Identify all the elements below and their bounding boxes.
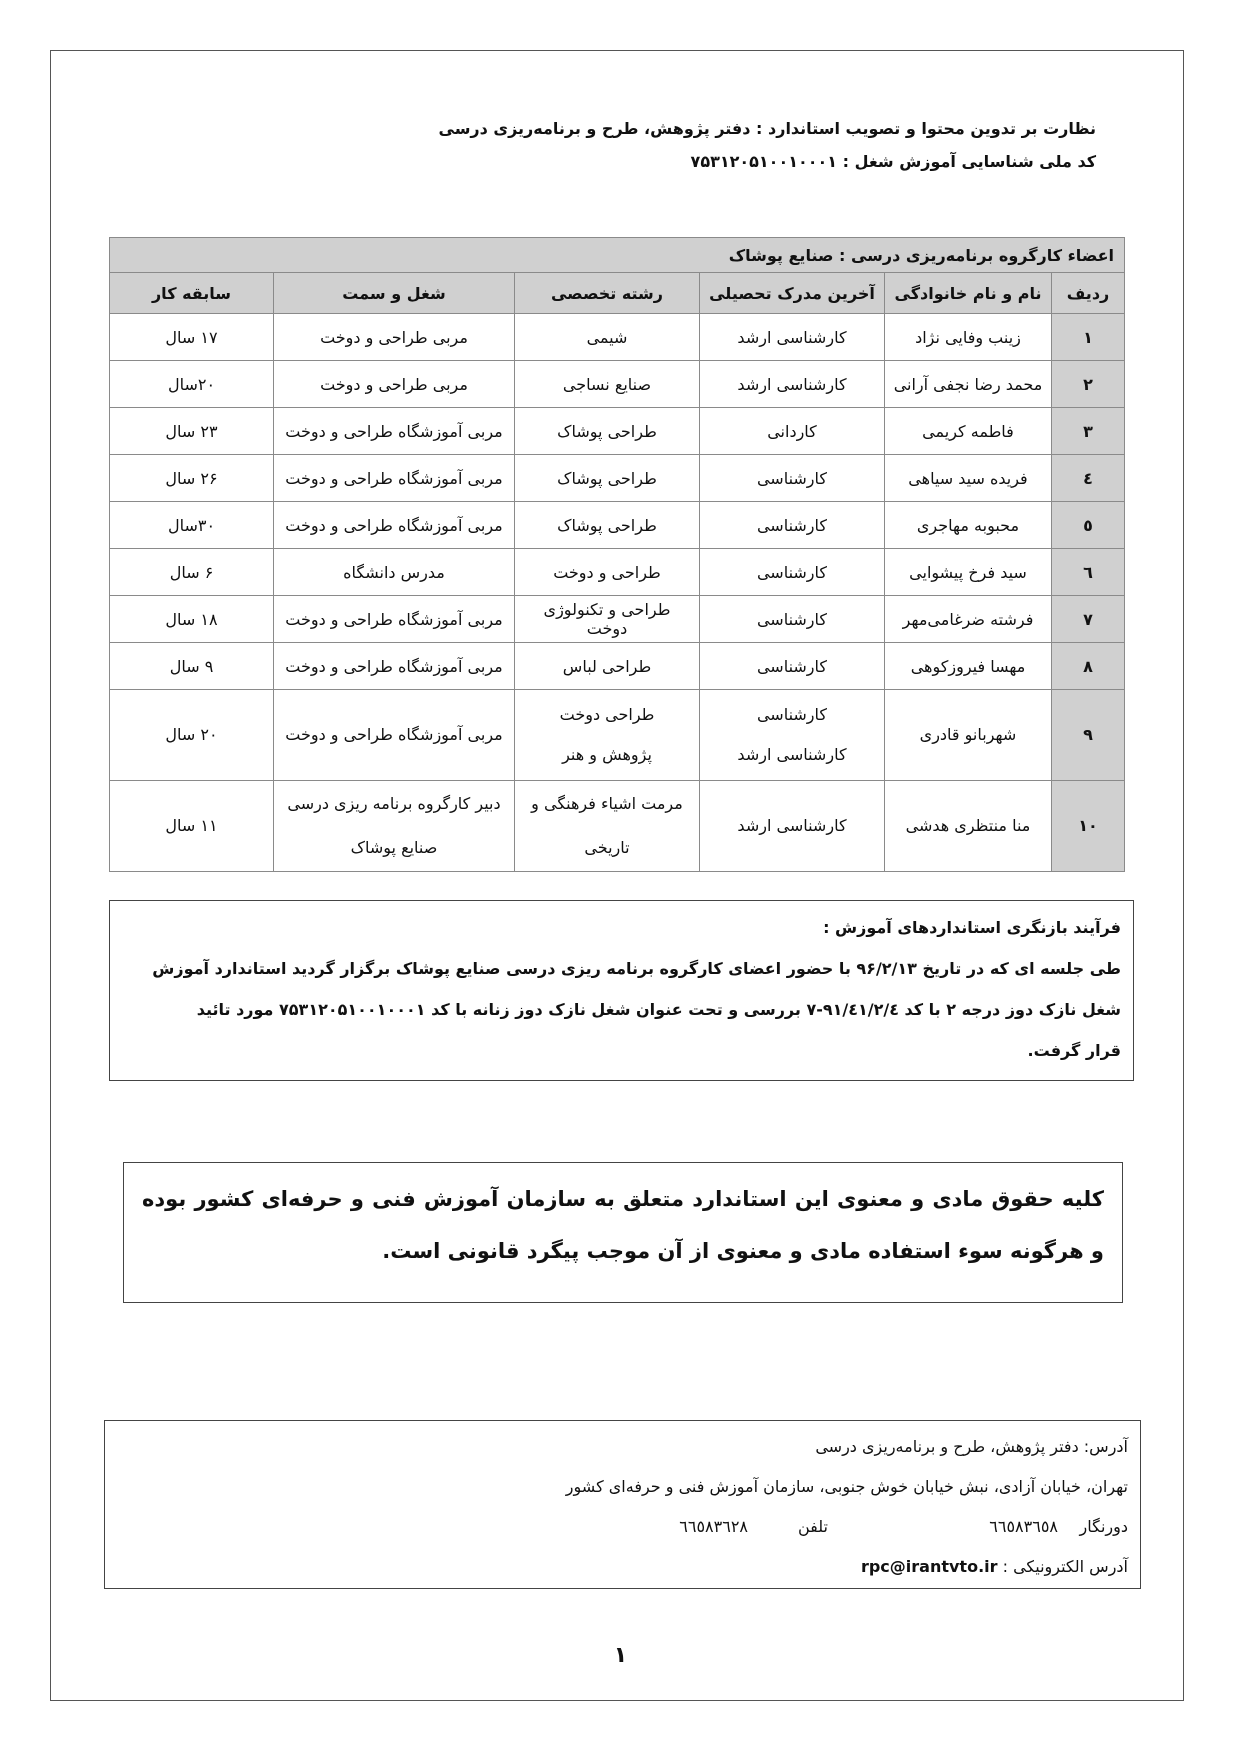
table-row [110,408,1125,455]
degree-line: کارشناسی [756,705,828,724]
member-degree: کارشناسی ارشد [700,361,885,408]
email-line [117,1547,1128,1587]
job-line: صنایع پوشاک [350,838,438,857]
table-row [110,502,1125,549]
member-name: محمد رضا نجفی آرانی [885,361,1052,408]
member-experience: ۹ سال [110,643,274,690]
row-number: ٦ [1052,549,1125,596]
member-field: طراحی پوشاک [515,502,700,549]
member-experience: ۲۳ سال [110,408,274,455]
document-header [439,112,1097,178]
member-job: مربی آموزشگاه طراحی و دوخت [274,502,515,549]
table-row [110,690,1125,781]
col-header-job: شغل و سمت [274,273,515,314]
member-name: فاطمه کریمی [885,408,1052,455]
table-row [110,596,1125,643]
member-degree: کارشناسی ارشد [700,781,885,872]
col-header-degree: آخرین مدرک تحصیلی [700,273,885,314]
member-experience: ۱۷ سال [110,314,274,361]
row-number: ۸ [1052,643,1125,690]
table-row [110,314,1125,361]
row-number: ۳ [1052,408,1125,455]
page-number: ۱ [613,1643,628,1668]
member-job: مربی آموزشگاه طراحی و دوخت [274,408,515,455]
member-job: مدرس دانشگاه [274,549,515,596]
member-experience: ۳۰سال [110,502,274,549]
member-field: طراحی پوشاک [515,455,700,502]
member-field: شیمی [515,314,700,361]
member-field [515,781,700,872]
row-number: ۱ [1052,314,1125,361]
col-header-field: رشته تخصصی [515,273,700,314]
copyright-text: کلیه حقوق مادی و معنوی این استاندارد متعلق به سازمان آموزش فنی و حرفه‌ای کشور بوده و هرگونه سوء استفاده مادی و معنوی از آن موجب پیگرد قانونی است. [142,1187,1104,1263]
member-experience: ۱۱ سال [110,781,274,872]
row-number: ۷ [1052,596,1125,643]
member-name: محبوبه مهاجری [885,502,1052,549]
member-name: مهسا فیروزکوهی [885,643,1052,690]
row-number: ۹ [1052,690,1125,781]
col-header-name: نام و نام خانوادگی [885,273,1052,314]
member-job: مربی آموزشگاه طراحی و دوخت [274,690,515,781]
member-field: طراحی لباس [515,643,700,690]
supervision-line: نظارت بر تدوین محتوا و تصویب استاندارد : دفتر پژوهش، طرح و برنامه‌ریزی درسی [438,119,1096,138]
col-header-experience: سابقه کار [110,273,274,314]
member-job: مربی طراحی و دوخت [274,361,515,408]
field-line: تاریخی [584,838,630,857]
job-line: دبیر کارگروه برنامه ریزی درسی [287,794,501,813]
member-field: طراحی پوشاک [515,408,700,455]
contact-numbers [117,1507,1128,1547]
row-number: ۲ [1052,361,1125,408]
member-name: فریده سید سیاهی [885,455,1052,502]
table-row [110,455,1125,502]
fax-label: دورنگار [1079,1517,1128,1536]
member-job [274,781,515,872]
member-name: منا منتظری هدشی [885,781,1052,872]
review-text-line: قرار گرفت. [1027,1041,1121,1060]
table-title-row [110,238,1125,273]
field-line: پژوهش و هنر [562,745,652,764]
review-title: فرآیند بازنگری استانداردهای آموزش : [823,918,1121,937]
member-job: مربی آموزشگاه طراحی و دوخت [274,455,515,502]
review-text-line: شغل نازک دوز درجه ۲ با کد ۹۱/٤۱/۲/٤-۷ بررسی و تحت عنوان شغل نازک دوز زنانه با کد ۷۵۳۱۲۰۵۱۰۰۱۰۰۰۱ مورد تائید [196,1000,1121,1019]
member-field [515,690,700,781]
field-line: طراحی دوخت [559,705,655,724]
row-number: ٥ [1052,502,1125,549]
member-degree: کارشناسی ارشد [700,314,885,361]
member-job: مربی طراحی و دوخت [274,314,515,361]
row-number: ۱۰ [1052,781,1125,872]
member-degree: کارشناسی [700,549,885,596]
member-name: سید فرخ پیشوایی [885,549,1052,596]
table-row [110,643,1125,690]
row-number: ٤ [1052,455,1125,502]
member-experience: ۲۰سال [110,361,274,408]
member-degree [700,690,885,781]
table-row [110,781,1125,872]
member-experience: ۲۶ سال [110,455,274,502]
member-experience: ۲۰ سال [110,690,274,781]
phone-label: تلفن [797,1517,828,1536]
member-degree: کارشناسی [700,455,885,502]
review-text-line: طی جلسه ای که در تاریخ ۹۶/۲/۱۳ با حضور اعضای کارگروه برنامه ریزی درسی صنایع پوشاک برگزار گردید استاندارد آموزش [152,959,1121,978]
copyright-notice [123,1162,1123,1303]
national-code-line: کد ملی شناسایی آموزش شغل : ۷۵۳۱۲۰۵۱۰۰۱۰۰۰۱ [690,152,1096,171]
member-degree: کارشناسی [700,643,885,690]
address-street: تهران، خیابان آزادی، نبش خیابان خوش جنوبی، سازمان آموزش فنی و حرفه‌ای کشور [565,1477,1128,1496]
member-field: طراحی و تکنولوژی دوخت [515,596,700,643]
table-row [110,361,1125,408]
member-degree: کارشناسی [700,502,885,549]
member-experience: ۱۸ سال [110,596,274,643]
member-degree: کاردانی [700,408,885,455]
member-field: صنایع نساجی [515,361,700,408]
field-line: مرمت اشیاء فرهنگی و [531,794,683,813]
email-label: آدرس الکترونیکی : [1002,1557,1128,1576]
address-box [104,1420,1141,1589]
members-table [109,237,1125,872]
member-experience: ۶ سال [110,549,274,596]
member-field: طراحی و دوخت [515,549,700,596]
review-process-box [109,900,1134,1081]
member-name: شهربانو قادری [885,690,1052,781]
member-name: فرشته ضرغامی‌مهر [885,596,1052,643]
email-address[interactable]: rpc@irantvto.ir [860,1557,998,1576]
degree-line: کارشناسی ارشد [737,745,847,764]
address-office: آدرس: دفتر پژوهش، طرح و برنامه‌ریزی درسی [815,1437,1128,1456]
member-job: مربی آموزشگاه طراحی و دوخت [274,643,515,690]
table-title: اعضاء کارگروه برنامه‌ریزی درسی : صنایع پوشاک [110,238,1125,273]
member-degree: کارشناسی [700,596,885,643]
table-header-row [110,273,1125,314]
table-row [110,549,1125,596]
member-job: مربی آموزشگاه طراحی و دوخت [274,596,515,643]
fax-number: ٦٦٥٨٣٦٥۸ [989,1517,1058,1536]
col-header-row-number: ردیف [1052,273,1125,314]
phone-number: ٦٦٥۸۳٦۲۸ [679,1517,748,1536]
member-name: زینب وفایی نژاد [885,314,1052,361]
